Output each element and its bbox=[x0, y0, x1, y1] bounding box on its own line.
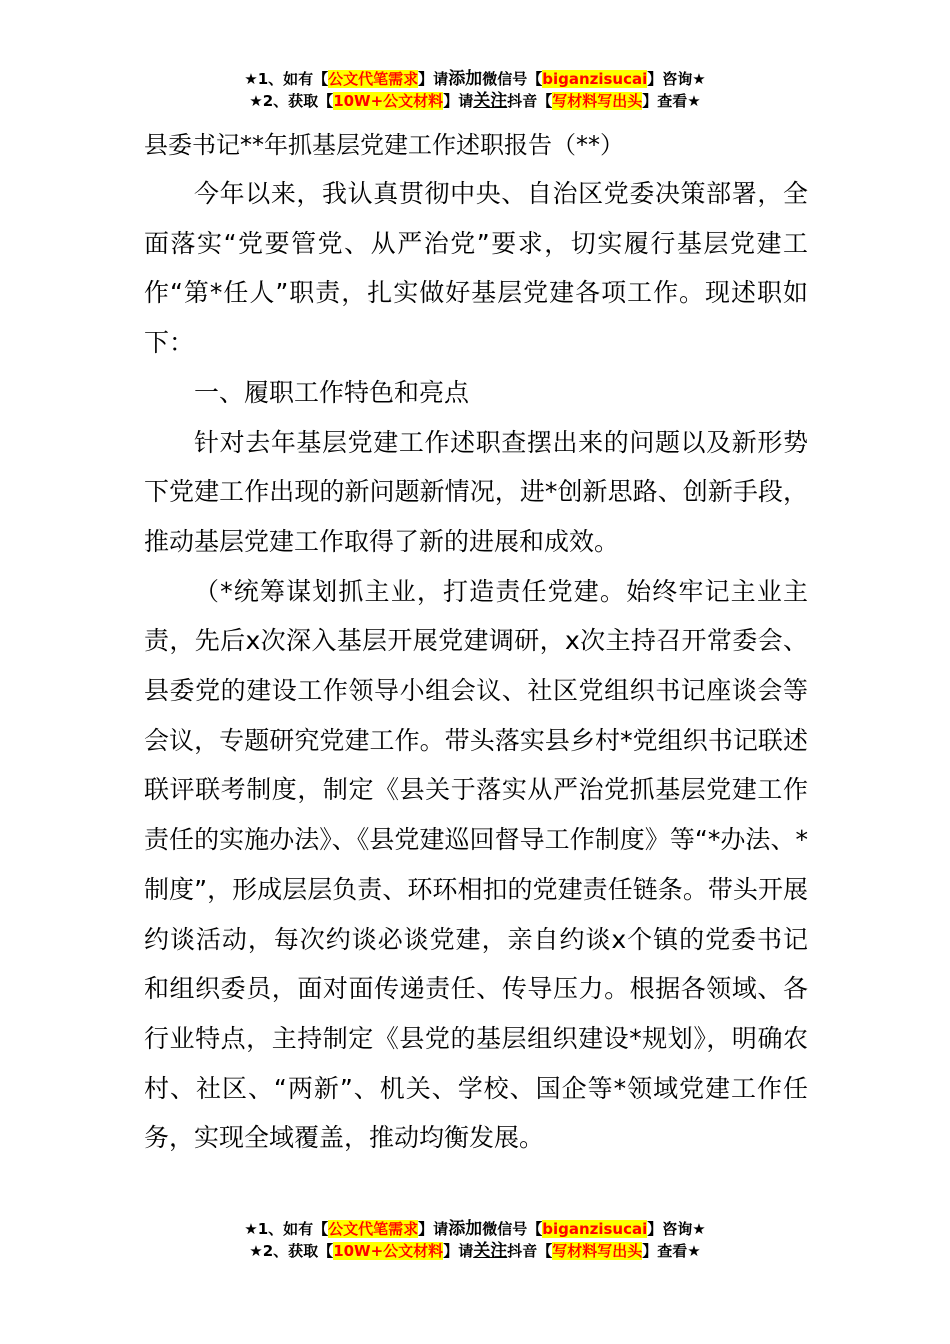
promo-line-1 bbox=[0, 68, 950, 90]
promo-highlight: 公文代笔需求 bbox=[328, 1220, 419, 1238]
promo-highlight: 10W+公文材料 bbox=[333, 1242, 444, 1260]
paragraph: （*统筹谋划抓主业，打造责任党建。始终牢记主业主责，先后x次深入基层开展党建调研，x次主持召开常委会、县委党的建设工作领导小组会议、社区党组织书记座谈会等会议，专题研究党建工作。带头落实县乡村*党组织书记联述联评联考制度，制定《县关于落实从严治党抓基层党建工作责任的实施办法》、《县党建巡回督导工作制度》等“*办法、*制度”，形成层层负责、环环相扣的党建责任链条。带头开展约谈活动，每次约谈必谈党建，亲自约谈x个镇的党委书记和组织委员，面对面传递责任、传导压力。根据各领域、各行业特点，主持制定《县党的基层组织建设*规划》，明确农村、社区、“两新”、机关、学校、国企等*领域党建工作任务，实现全域覆盖，推动均衡发展。 bbox=[144, 576, 808, 1153]
promo-text: 】查看★ bbox=[642, 92, 701, 110]
promo-emphasis: 添加 bbox=[448, 1219, 483, 1239]
promo-emphasis: 关注 bbox=[473, 91, 508, 111]
promo-emphasis: 添加 bbox=[448, 69, 483, 89]
promo-text: ★2、获取【 bbox=[249, 92, 334, 110]
promo-text: 】请 bbox=[443, 1242, 474, 1260]
document-body bbox=[144, 127, 808, 1163]
top-promo-banner bbox=[0, 68, 950, 112]
paragraph: 针对去年基层党建工作述职查摆出来的问题以及新形势下党建工作出现的新问题新情况，进*创新思路、创新手段，推动基层党建工作取得了新的进展和成效。 bbox=[144, 427, 808, 556]
bottom-promo-banner bbox=[0, 1218, 950, 1262]
promo-line-2 bbox=[0, 1240, 950, 1262]
promo-text: 】请 bbox=[418, 1220, 449, 1238]
promo-line-1 bbox=[0, 1218, 950, 1240]
promo-highlight: 写材料写出头 bbox=[552, 1242, 643, 1260]
promo-text: 】请 bbox=[443, 92, 474, 110]
promo-text: 抖音【 bbox=[507, 1242, 553, 1260]
promo-text: 】咨询★ bbox=[647, 1220, 706, 1238]
promo-highlight: biganzisucai bbox=[542, 70, 648, 88]
promo-emphasis: 关注 bbox=[473, 1241, 508, 1261]
promo-highlight: 写材料写出头 bbox=[552, 92, 643, 110]
promo-highlight: 10W+公文材料 bbox=[333, 92, 444, 110]
promo-text: 微信号【 bbox=[482, 1220, 543, 1238]
promo-text: 】查看★ bbox=[642, 1242, 701, 1260]
promo-line-2 bbox=[0, 90, 950, 112]
promo-text: ★1、如有【 bbox=[244, 1220, 329, 1238]
promo-text: 】咨询★ bbox=[647, 70, 706, 88]
paragraph-intro: 今年以来，我认真贯彻中央、自治区党委决策部署，全面落实“党要管党、从严治党”要求，切实履行基层党建工作“第*任人”职责，扎实做好基层党建各项工作。现述职如下： bbox=[144, 179, 808, 358]
promo-text: 抖音【 bbox=[507, 92, 553, 110]
promo-text: 微信号【 bbox=[482, 70, 543, 88]
promo-text: ★2、获取【 bbox=[249, 1242, 334, 1260]
promo-highlight: 公文代笔需求 bbox=[328, 70, 419, 88]
document-title: 县委书记**年抓基层党建工作述职报告（**） bbox=[144, 131, 624, 159]
promo-text: 】请 bbox=[418, 70, 449, 88]
promo-highlight: biganzisucai bbox=[542, 1220, 648, 1238]
section-heading: 一、履职工作特色和亮点 bbox=[194, 377, 470, 407]
promo-text: ★1、如有【 bbox=[244, 70, 329, 88]
